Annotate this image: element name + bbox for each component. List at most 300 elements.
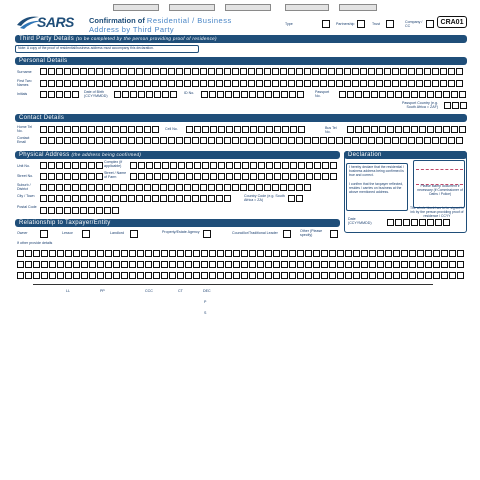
char-box[interactable] (186, 162, 193, 169)
char-box[interactable] (216, 137, 223, 144)
char-box[interactable] (96, 126, 103, 133)
char-box[interactable] (321, 261, 328, 268)
char-box[interactable] (392, 80, 399, 87)
char-box[interactable] (184, 184, 191, 191)
char-box[interactable] (304, 80, 311, 87)
char-box[interactable] (250, 173, 257, 180)
char-box[interactable] (218, 162, 225, 169)
char-box[interactable] (56, 195, 63, 202)
char-box[interactable] (443, 91, 450, 98)
char-box[interactable] (297, 91, 304, 98)
char-box[interactable] (40, 126, 47, 133)
char-box[interactable] (306, 173, 313, 180)
char-box[interactable] (336, 137, 343, 144)
char-box[interactable] (113, 261, 120, 268)
char-box[interactable] (240, 137, 247, 144)
char-box[interactable] (192, 195, 199, 202)
char-box[interactable] (208, 184, 215, 191)
char-box[interactable] (162, 162, 169, 169)
char-box[interactable] (379, 91, 386, 98)
char-box[interactable] (242, 162, 249, 169)
char-box[interactable] (178, 173, 185, 180)
char-box[interactable] (298, 126, 305, 133)
char-box[interactable] (241, 91, 248, 98)
char-box[interactable] (248, 184, 255, 191)
char-box[interactable] (72, 80, 79, 87)
char-box[interactable] (104, 137, 111, 144)
char-box[interactable] (330, 173, 337, 180)
char-box[interactable] (444, 102, 451, 109)
char-box[interactable] (457, 250, 464, 257)
char-box[interactable] (33, 272, 40, 279)
char-box[interactable] (88, 184, 95, 191)
char-box[interactable] (240, 68, 247, 75)
char-box[interactable] (377, 272, 384, 279)
char-box[interactable] (387, 126, 394, 133)
char-box[interactable] (113, 272, 120, 279)
char-box[interactable] (328, 80, 335, 87)
char-box[interactable] (274, 126, 281, 133)
char-box[interactable] (328, 137, 335, 144)
char-box[interactable] (121, 250, 128, 257)
char-box[interactable] (80, 126, 87, 133)
char-box[interactable] (104, 184, 111, 191)
char-box[interactable] (369, 261, 376, 268)
char-box[interactable] (427, 126, 434, 133)
char-box[interactable] (80, 184, 87, 191)
char-box[interactable] (353, 261, 360, 268)
char-box[interactable] (361, 272, 368, 279)
char-box[interactable] (200, 184, 207, 191)
char-box[interactable] (401, 272, 408, 279)
char-box[interactable] (385, 272, 392, 279)
char-box[interactable] (89, 250, 96, 257)
char-box[interactable] (296, 80, 303, 87)
char-box[interactable] (137, 250, 144, 257)
char-box[interactable] (288, 195, 295, 202)
char-box[interactable] (161, 261, 168, 268)
char-box[interactable] (258, 126, 265, 133)
char-box[interactable] (435, 126, 442, 133)
char-box[interactable] (48, 137, 55, 144)
char-box[interactable] (312, 137, 319, 144)
char-box[interactable] (200, 195, 207, 202)
char-box[interactable] (281, 91, 288, 98)
char-box[interactable] (25, 261, 32, 268)
char-box[interactable] (218, 126, 225, 133)
char-box[interactable] (256, 68, 263, 75)
char-box[interactable] (160, 137, 167, 144)
char-box[interactable] (424, 68, 431, 75)
char-box[interactable] (56, 91, 63, 98)
char-box[interactable] (96, 137, 103, 144)
char-box[interactable] (192, 137, 199, 144)
char-box[interactable] (411, 219, 418, 226)
char-box[interactable] (152, 195, 159, 202)
char-box[interactable] (96, 207, 103, 214)
char-box[interactable] (451, 126, 458, 133)
char-box[interactable] (40, 207, 47, 214)
char-box[interactable] (456, 80, 463, 87)
char-box[interactable] (264, 137, 271, 144)
other-details-row-2[interactable] (17, 261, 465, 268)
char-box[interactable] (272, 68, 279, 75)
char-box[interactable] (440, 137, 447, 144)
char-box[interactable] (88, 195, 95, 202)
char-box[interactable] (120, 184, 127, 191)
char-box[interactable] (369, 272, 376, 279)
char-box[interactable] (80, 68, 87, 75)
char-box[interactable] (176, 184, 183, 191)
char-box[interactable] (289, 250, 296, 257)
char-box[interactable] (80, 137, 87, 144)
char-box[interactable] (425, 272, 432, 279)
char-box[interactable] (64, 126, 71, 133)
char-box[interactable] (64, 195, 71, 202)
char-box[interactable] (216, 195, 223, 202)
char-box[interactable] (104, 80, 111, 87)
char-box[interactable] (379, 126, 386, 133)
char-box[interactable] (441, 272, 448, 279)
char-box[interactable] (136, 126, 143, 133)
char-box[interactable] (306, 162, 313, 169)
char-box[interactable] (96, 173, 103, 180)
char-box[interactable] (419, 91, 426, 98)
char-box[interactable] (401, 250, 408, 257)
char-box[interactable] (226, 173, 233, 180)
char-box[interactable] (209, 91, 216, 98)
char-box[interactable] (41, 250, 48, 257)
char-box[interactable] (289, 91, 296, 98)
char-box[interactable] (88, 80, 95, 87)
char-box[interactable] (33, 261, 40, 268)
char-box[interactable] (427, 219, 434, 226)
char-box[interactable] (184, 80, 191, 87)
char-box[interactable] (411, 126, 418, 133)
char-box[interactable] (112, 68, 119, 75)
char-box[interactable] (216, 80, 223, 87)
char-box[interactable] (40, 137, 47, 144)
char-box[interactable] (64, 68, 71, 75)
char-box[interactable] (377, 250, 384, 257)
char-box[interactable] (216, 68, 223, 75)
char-box[interactable] (136, 80, 143, 87)
char-box[interactable] (218, 173, 225, 180)
char-box[interactable] (393, 261, 400, 268)
char-box[interactable] (48, 207, 55, 214)
declaration-date-boxes[interactable] (387, 219, 451, 226)
char-box[interactable] (144, 137, 151, 144)
char-box[interactable] (168, 195, 175, 202)
char-box[interactable] (265, 261, 272, 268)
char-box[interactable] (48, 80, 55, 87)
char-box[interactable] (376, 68, 383, 75)
char-box[interactable] (152, 184, 159, 191)
char-box[interactable] (225, 261, 232, 268)
char-box[interactable] (234, 162, 241, 169)
char-box[interactable] (337, 261, 344, 268)
char-box[interactable] (97, 272, 104, 279)
char-box[interactable] (226, 162, 233, 169)
char-box[interactable] (403, 91, 410, 98)
char-box[interactable] (400, 137, 407, 144)
char-box[interactable] (120, 80, 127, 87)
char-box[interactable] (232, 137, 239, 144)
char-box[interactable] (88, 68, 95, 75)
char-box[interactable] (443, 219, 450, 226)
char-box[interactable] (451, 91, 458, 98)
char-box[interactable] (57, 261, 64, 268)
char-box[interactable] (424, 80, 431, 87)
char-box[interactable] (322, 173, 329, 180)
char-box[interactable] (265, 250, 272, 257)
char-box[interactable] (80, 80, 87, 87)
char-box[interactable] (160, 195, 167, 202)
char-box[interactable] (105, 261, 112, 268)
char-box[interactable] (448, 68, 455, 75)
char-box[interactable] (385, 250, 392, 257)
char-box[interactable] (441, 250, 448, 257)
char-box[interactable] (112, 80, 119, 87)
char-box[interactable] (153, 250, 160, 257)
cell-boxes[interactable] (186, 126, 306, 133)
char-box[interactable] (425, 261, 432, 268)
char-box[interactable] (249, 250, 256, 257)
char-box[interactable] (169, 261, 176, 268)
char-box[interactable] (298, 173, 305, 180)
char-box[interactable] (170, 173, 177, 180)
char-box[interactable] (80, 195, 87, 202)
char-box[interactable] (217, 261, 224, 268)
char-box[interactable] (448, 80, 455, 87)
char-box[interactable] (160, 80, 167, 87)
char-box[interactable] (272, 80, 279, 87)
char-box[interactable] (104, 207, 111, 214)
char-box[interactable] (64, 162, 71, 169)
char-box[interactable] (328, 68, 335, 75)
char-box[interactable] (403, 126, 410, 133)
char-box[interactable] (353, 250, 360, 257)
char-box[interactable] (138, 162, 145, 169)
char-box[interactable] (368, 80, 375, 87)
char-box[interactable] (170, 162, 177, 169)
char-box[interactable] (144, 184, 151, 191)
char-box[interactable] (96, 80, 103, 87)
char-box[interactable] (322, 162, 329, 169)
char-box[interactable] (329, 250, 336, 257)
char-box[interactable] (337, 272, 344, 279)
rel-landlord-checkbox[interactable] (130, 230, 138, 238)
char-box[interactable] (185, 250, 192, 257)
char-box[interactable] (313, 261, 320, 268)
char-box[interactable] (136, 184, 143, 191)
char-box[interactable] (193, 250, 200, 257)
char-box[interactable] (339, 91, 346, 98)
char-box[interactable] (441, 261, 448, 268)
char-box[interactable] (393, 272, 400, 279)
char-box[interactable] (234, 173, 241, 180)
char-box[interactable] (96, 68, 103, 75)
char-box[interactable] (17, 250, 24, 257)
char-box[interactable] (129, 250, 136, 257)
char-box[interactable] (184, 195, 191, 202)
char-box[interactable] (297, 250, 304, 257)
char-box[interactable] (304, 137, 311, 144)
char-box[interactable] (208, 68, 215, 75)
char-box[interactable] (104, 126, 111, 133)
char-box[interactable] (433, 261, 440, 268)
char-box[interactable] (136, 68, 143, 75)
char-box[interactable] (48, 162, 55, 169)
surname-boxes[interactable] (40, 68, 464, 75)
char-box[interactable] (210, 162, 217, 169)
char-box[interactable] (112, 137, 119, 144)
char-box[interactable] (88, 207, 95, 214)
char-box[interactable] (232, 68, 239, 75)
char-box[interactable] (290, 162, 297, 169)
char-box[interactable] (224, 68, 231, 75)
char-box[interactable] (290, 173, 297, 180)
char-box[interactable] (17, 272, 24, 279)
char-box[interactable] (360, 137, 367, 144)
char-box[interactable] (154, 173, 161, 180)
char-box[interactable] (186, 126, 193, 133)
char-box[interactable] (296, 184, 303, 191)
char-box[interactable] (120, 68, 127, 75)
char-box[interactable] (264, 68, 271, 75)
rel-councillor-checkbox[interactable] (283, 230, 291, 238)
char-box[interactable] (233, 261, 240, 268)
char-box[interactable] (272, 184, 279, 191)
char-box[interactable] (65, 272, 72, 279)
char-box[interactable] (200, 80, 207, 87)
rel-agency-checkbox[interactable] (203, 230, 211, 238)
char-box[interactable] (64, 80, 71, 87)
char-box[interactable] (120, 126, 127, 133)
home-tel-boxes[interactable] (40, 126, 160, 133)
char-box[interactable] (384, 80, 391, 87)
char-box[interactable] (201, 250, 208, 257)
char-box[interactable] (257, 272, 264, 279)
char-box[interactable] (169, 250, 176, 257)
char-box[interactable] (96, 184, 103, 191)
char-box[interactable] (113, 250, 120, 257)
char-box[interactable] (73, 272, 80, 279)
char-box[interactable] (257, 250, 264, 257)
char-box[interactable] (304, 184, 311, 191)
char-box[interactable] (40, 184, 47, 191)
char-box[interactable] (313, 272, 320, 279)
char-box[interactable] (249, 272, 256, 279)
char-box[interactable] (305, 261, 312, 268)
char-box[interactable] (456, 68, 463, 75)
char-box[interactable] (452, 102, 459, 109)
char-box[interactable] (392, 137, 399, 144)
type-individual-checkbox[interactable] (322, 20, 330, 28)
char-box[interactable] (153, 272, 160, 279)
char-box[interactable] (104, 68, 111, 75)
char-box[interactable] (128, 184, 135, 191)
char-box[interactable] (152, 137, 159, 144)
char-box[interactable] (208, 195, 215, 202)
char-box[interactable] (440, 68, 447, 75)
char-box[interactable] (89, 272, 96, 279)
char-box[interactable] (168, 80, 175, 87)
char-box[interactable] (363, 91, 370, 98)
char-box[interactable] (345, 261, 352, 268)
char-box[interactable] (266, 173, 273, 180)
char-box[interactable] (416, 80, 423, 87)
char-box[interactable] (168, 68, 175, 75)
char-box[interactable] (186, 173, 193, 180)
char-box[interactable] (432, 68, 439, 75)
char-box[interactable] (226, 126, 233, 133)
char-box[interactable] (264, 184, 271, 191)
char-box[interactable] (288, 68, 295, 75)
char-box[interactable] (416, 68, 423, 75)
char-box[interactable] (360, 68, 367, 75)
char-box[interactable] (352, 68, 359, 75)
char-box[interactable] (120, 195, 127, 202)
char-box[interactable] (273, 91, 280, 98)
char-box[interactable] (210, 126, 217, 133)
char-box[interactable] (256, 137, 263, 144)
char-box[interactable] (320, 68, 327, 75)
char-box[interactable] (65, 250, 72, 257)
char-box[interactable] (201, 272, 208, 279)
char-box[interactable] (185, 272, 192, 279)
char-box[interactable] (347, 91, 354, 98)
char-box[interactable] (321, 272, 328, 279)
char-box[interactable] (258, 162, 265, 169)
char-box[interactable] (200, 137, 207, 144)
char-box[interactable] (48, 91, 55, 98)
char-box[interactable] (249, 261, 256, 268)
dob-boxes[interactable] (114, 91, 178, 98)
char-box[interactable] (273, 261, 280, 268)
char-box[interactable] (73, 261, 80, 268)
char-box[interactable] (56, 207, 63, 214)
char-box[interactable] (314, 173, 321, 180)
char-box[interactable] (217, 250, 224, 257)
char-box[interactable] (435, 219, 442, 226)
char-box[interactable] (280, 68, 287, 75)
char-box[interactable] (250, 162, 257, 169)
char-box[interactable] (352, 137, 359, 144)
char-box[interactable] (355, 91, 362, 98)
char-box[interactable] (448, 137, 455, 144)
char-box[interactable] (216, 184, 223, 191)
char-box[interactable] (225, 91, 232, 98)
char-box[interactable] (192, 80, 199, 87)
char-box[interactable] (312, 68, 319, 75)
char-box[interactable] (257, 261, 264, 268)
char-box[interactable] (281, 261, 288, 268)
char-box[interactable] (241, 261, 248, 268)
char-box[interactable] (184, 68, 191, 75)
char-box[interactable] (408, 68, 415, 75)
char-box[interactable] (241, 250, 248, 257)
char-box[interactable] (240, 80, 247, 87)
char-box[interactable] (224, 195, 231, 202)
char-box[interactable] (208, 80, 215, 87)
char-box[interactable] (176, 80, 183, 87)
char-box[interactable] (33, 250, 40, 257)
char-box[interactable] (363, 126, 370, 133)
char-box[interactable] (145, 261, 152, 268)
char-box[interactable] (130, 91, 137, 98)
char-box[interactable] (129, 272, 136, 279)
